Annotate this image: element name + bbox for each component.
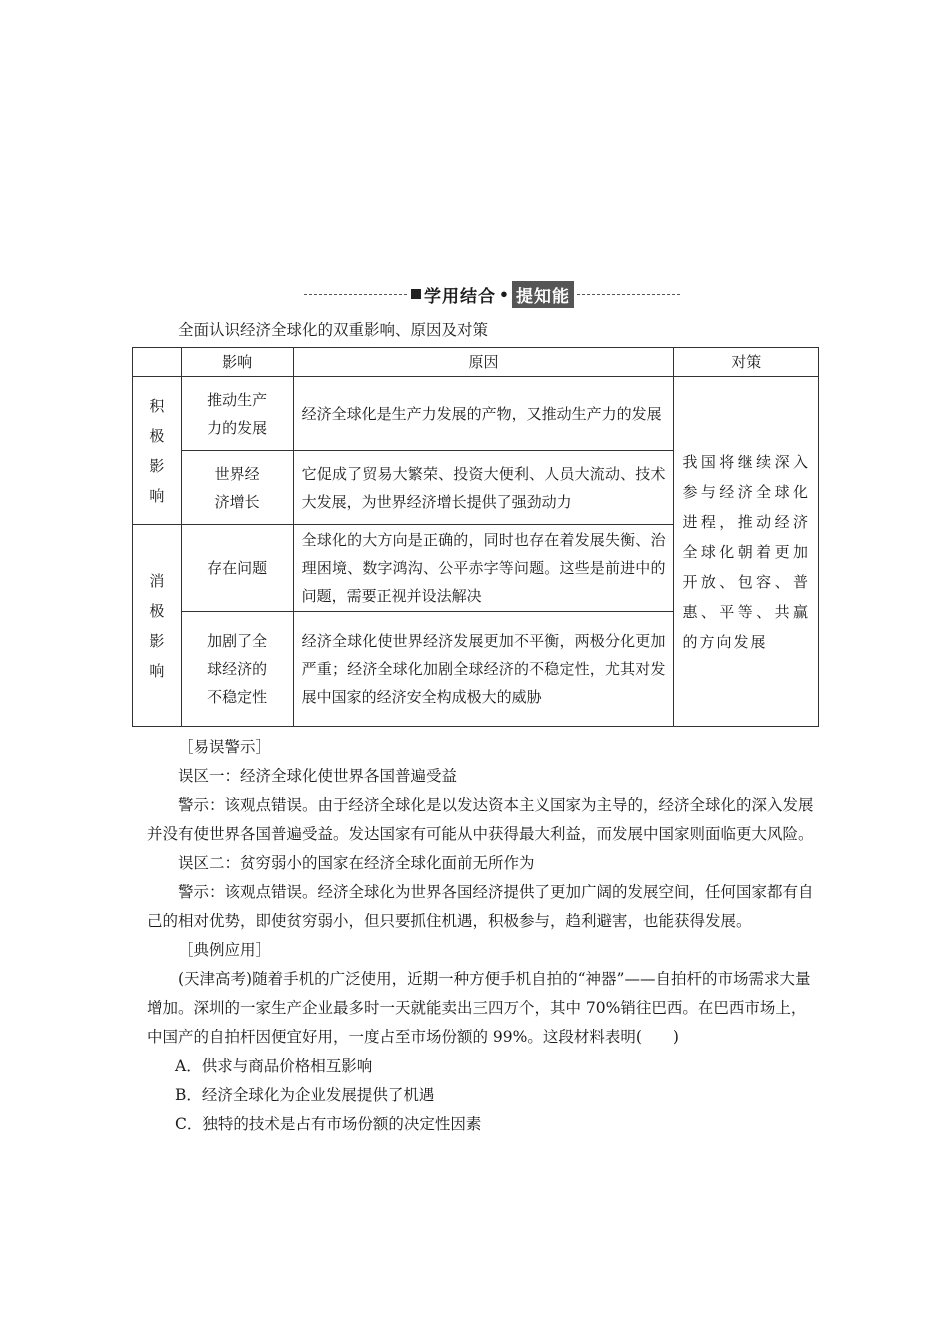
banner-highlight: 提知能 (512, 281, 574, 308)
group-positive (133, 377, 182, 525)
banner-square-icon (411, 289, 421, 299)
impact-cell: 存在问题 (181, 525, 293, 612)
example-question: (天津高考)随着手机的广泛使用，近期一种方便手机自拍的“神器”——自拍杆的市场需求大量增加。深圳的一家生产企业最多时一天就能卖出三四万个，其中 70%销往巴西。在巴西市场上，中国产的自拍杆因便宜好用，一度占至市场份额的 99%。这段材料表明( ) (147, 970, 811, 1046)
section-banner (304, 280, 680, 308)
impact-cell (181, 377, 293, 451)
option-a: A．供求与商品价格相互影响 (175, 1057, 373, 1075)
impact-table (132, 347, 819, 727)
group-positive-label: 积极影响 (149, 396, 165, 505)
banner-dot: • (499, 284, 509, 304)
table-row (133, 377, 819, 451)
header-impact: 影响 (181, 348, 293, 377)
group-negative-label: 消极影响 (149, 571, 165, 680)
countermeasure-cell: 我国将继续深入参与经济全球化进程，推动经济全球化朝着更加开放、包容、普惠、平等、共赢的方向发展 (674, 377, 819, 727)
impact-text: 推动生产力的发展 (207, 390, 268, 437)
warnings-heading: ［易误警示］ (178, 738, 272, 756)
banner-left-dash (304, 294, 407, 295)
impact-text: 世界经济增长 (214, 464, 260, 511)
banner-title: 学用结合 (424, 286, 497, 307)
impact-text: 加剧了全球经济的不稳定性 (207, 632, 268, 706)
group-negative (133, 525, 182, 727)
banner-right-dash (577, 294, 680, 295)
warnings-section (147, 733, 819, 1139)
impact-cell (181, 451, 293, 525)
table-caption: 全面认识经济全球化的双重影响、原因及对策 (178, 321, 489, 339)
warning-one: 警示：该观点错误。由于经济全球化是以发达资本主义国家为主导的，经济全球化的深入发展并没有使世界各国普遍受益。发达国家有可能从中获得最大利益，而发展中国家则面临更大风险。 (147, 796, 814, 843)
option-b: B．经济全球化为企业发展提供了机遇 (175, 1086, 435, 1104)
table-header-row (133, 348, 819, 377)
example-heading: ［典例应用］ (178, 941, 272, 959)
header-countermeasure: 对策 (674, 348, 819, 377)
warning-two: 警示：该观点错误。经济全球化为世界各国经济提供了更加广阔的发展空间，任何国家都有自己的相对优势，即使贫穷弱小，但只要抓住机遇，积极参与，趋利避害，也能获得发展。 (147, 883, 814, 930)
mistake-two: 误区二：贫穷弱小的国家在经济全球化面前无所作为 (178, 854, 535, 872)
reason-cell: 经济全球化使世界经济发展更加不平衡，两极分化更加严重；经济全球化加剧全球经济的不稳定性，尤其对发展中国家的经济安全构成极大的威胁 (293, 612, 674, 727)
reason-cell: 全球化的大方向是正确的，同时也存在着发展失衡、治理困境、数字鸿沟、公平赤字等问题。这些是前进中的问题，需要正视并设法解决 (293, 525, 674, 612)
mistake-one: 误区一：经济全球化使世界各国普遍受益 (178, 767, 458, 785)
header-empty (133, 348, 182, 377)
header-reason: 原因 (293, 348, 674, 377)
reason-cell: 经济全球化是生产力发展的产物，又推动生产力的发展 (293, 377, 674, 451)
impact-cell (181, 612, 293, 727)
option-c: C．独特的技术是占有市场份额的决定性因素 (175, 1115, 482, 1133)
reason-cell: 它促成了贸易大繁荣、投资大便利、人员大流动、技术大发展，为世界经济增长提供了强劲动力 (293, 451, 674, 525)
